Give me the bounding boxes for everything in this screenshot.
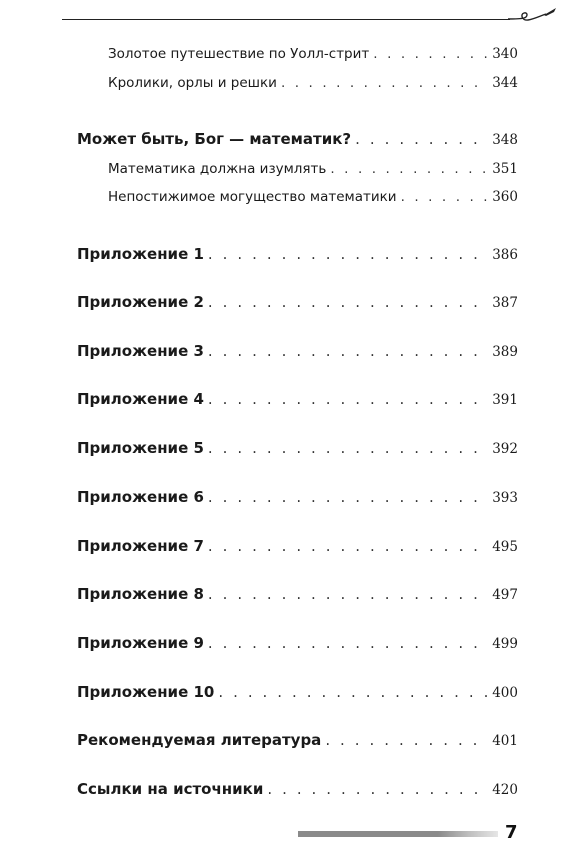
toc-entry[interactable]: [77, 537, 518, 555]
dot-leader: [208, 585, 488, 603]
dot-leader: [355, 130, 488, 148]
dot-leader: [218, 683, 488, 701]
toc-entry[interactable]: [77, 585, 518, 603]
toc-entry[interactable]: [77, 342, 518, 360]
footer-bar: [298, 831, 498, 837]
toc-entry-page: 386: [492, 247, 518, 263]
toc-entry-page: 393: [492, 490, 518, 506]
toc-entry[interactable]: [77, 731, 518, 749]
toc-entry-page: 348: [492, 132, 518, 148]
toc-entry-title: Приложение 3: [77, 342, 204, 360]
toc-entry[interactable]: [77, 780, 518, 798]
toc-entry[interactable]: [77, 683, 518, 701]
toc-entry-title: Приложение 9: [77, 634, 204, 652]
dot-leader: [208, 634, 488, 652]
toc-entry[interactable]: [77, 488, 518, 506]
toc-entry[interactable]: [77, 293, 518, 311]
toc-entry-page: 495: [492, 539, 518, 555]
toc-entry-title: Кролики, орлы и решки: [108, 75, 277, 91]
dot-leader: [208, 245, 488, 263]
toc-entry-page: 499: [492, 636, 518, 652]
toc-entry-page: 351: [492, 161, 518, 177]
toc-entry-page: 420: [492, 782, 518, 798]
toc-entry-title: Приложение 8: [77, 585, 204, 603]
toc-entry-title: Математика должна изумлять: [108, 161, 327, 177]
dot-leader: [208, 342, 488, 360]
toc-entry-title: Ссылки на источники: [77, 780, 264, 798]
dot-leader: [208, 390, 488, 408]
toc-entry-title: Непостижимое могущество математики: [108, 189, 397, 205]
dot-leader: [208, 439, 488, 457]
toc-entry-title: Приложение 1: [77, 245, 204, 263]
toc-entry-page: 400: [492, 685, 518, 701]
toc-entry[interactable]: [108, 161, 518, 177]
toc-entry-page: 392: [492, 441, 518, 457]
toc-entry[interactable]: [77, 245, 518, 263]
toc-entry[interactable]: [77, 439, 518, 457]
dot-leader: [208, 537, 488, 555]
toc-entry-title: Приложение 10: [77, 683, 215, 701]
toc-entry[interactable]: [77, 634, 518, 652]
toc-entry-page: 387: [492, 295, 518, 311]
header-rule: [62, 19, 510, 20]
toc-entry-title: Приложение 2: [77, 293, 204, 311]
toc-entry-title: Золотое путешествие по Уолл-стрит: [108, 46, 370, 62]
dot-leader: [281, 75, 488, 91]
dot-leader: [267, 780, 488, 798]
dot-leader: [208, 488, 488, 506]
toc-entry-title: Рекомендуемая литература: [77, 731, 322, 749]
toc-entry[interactable]: [77, 390, 518, 408]
dot-leader: [330, 161, 488, 177]
toc-entry[interactable]: [108, 46, 518, 62]
dot-leader: [208, 293, 488, 311]
page-number: 7: [505, 822, 518, 843]
dot-leader: [373, 46, 488, 62]
toc-entry[interactable]: [108, 75, 518, 91]
toc-entry[interactable]: [108, 189, 518, 205]
toc-entry[interactable]: [77, 130, 518, 148]
toc-entry-page: 340: [492, 46, 518, 62]
dot-leader: [401, 189, 489, 205]
toc-entry-page: 389: [492, 344, 518, 360]
toc-entry-title: Приложение 7: [77, 537, 204, 555]
toc-entry-page: 401: [492, 733, 518, 749]
toc-entry-title: Приложение 4: [77, 390, 204, 408]
toc-entry-title: Может быть, Бог — математик?: [77, 130, 352, 148]
toc-entry-title: Приложение 5: [77, 439, 204, 457]
pen-ornament-icon: [506, 6, 558, 30]
toc-entry-page: 360: [492, 189, 518, 205]
toc-entry-page: 344: [492, 75, 518, 91]
toc-entry-title: Приложение 6: [77, 488, 204, 506]
toc-entry-page: 497: [492, 587, 518, 603]
dot-leader: [325, 731, 488, 749]
toc-entry-page: 391: [492, 392, 518, 408]
